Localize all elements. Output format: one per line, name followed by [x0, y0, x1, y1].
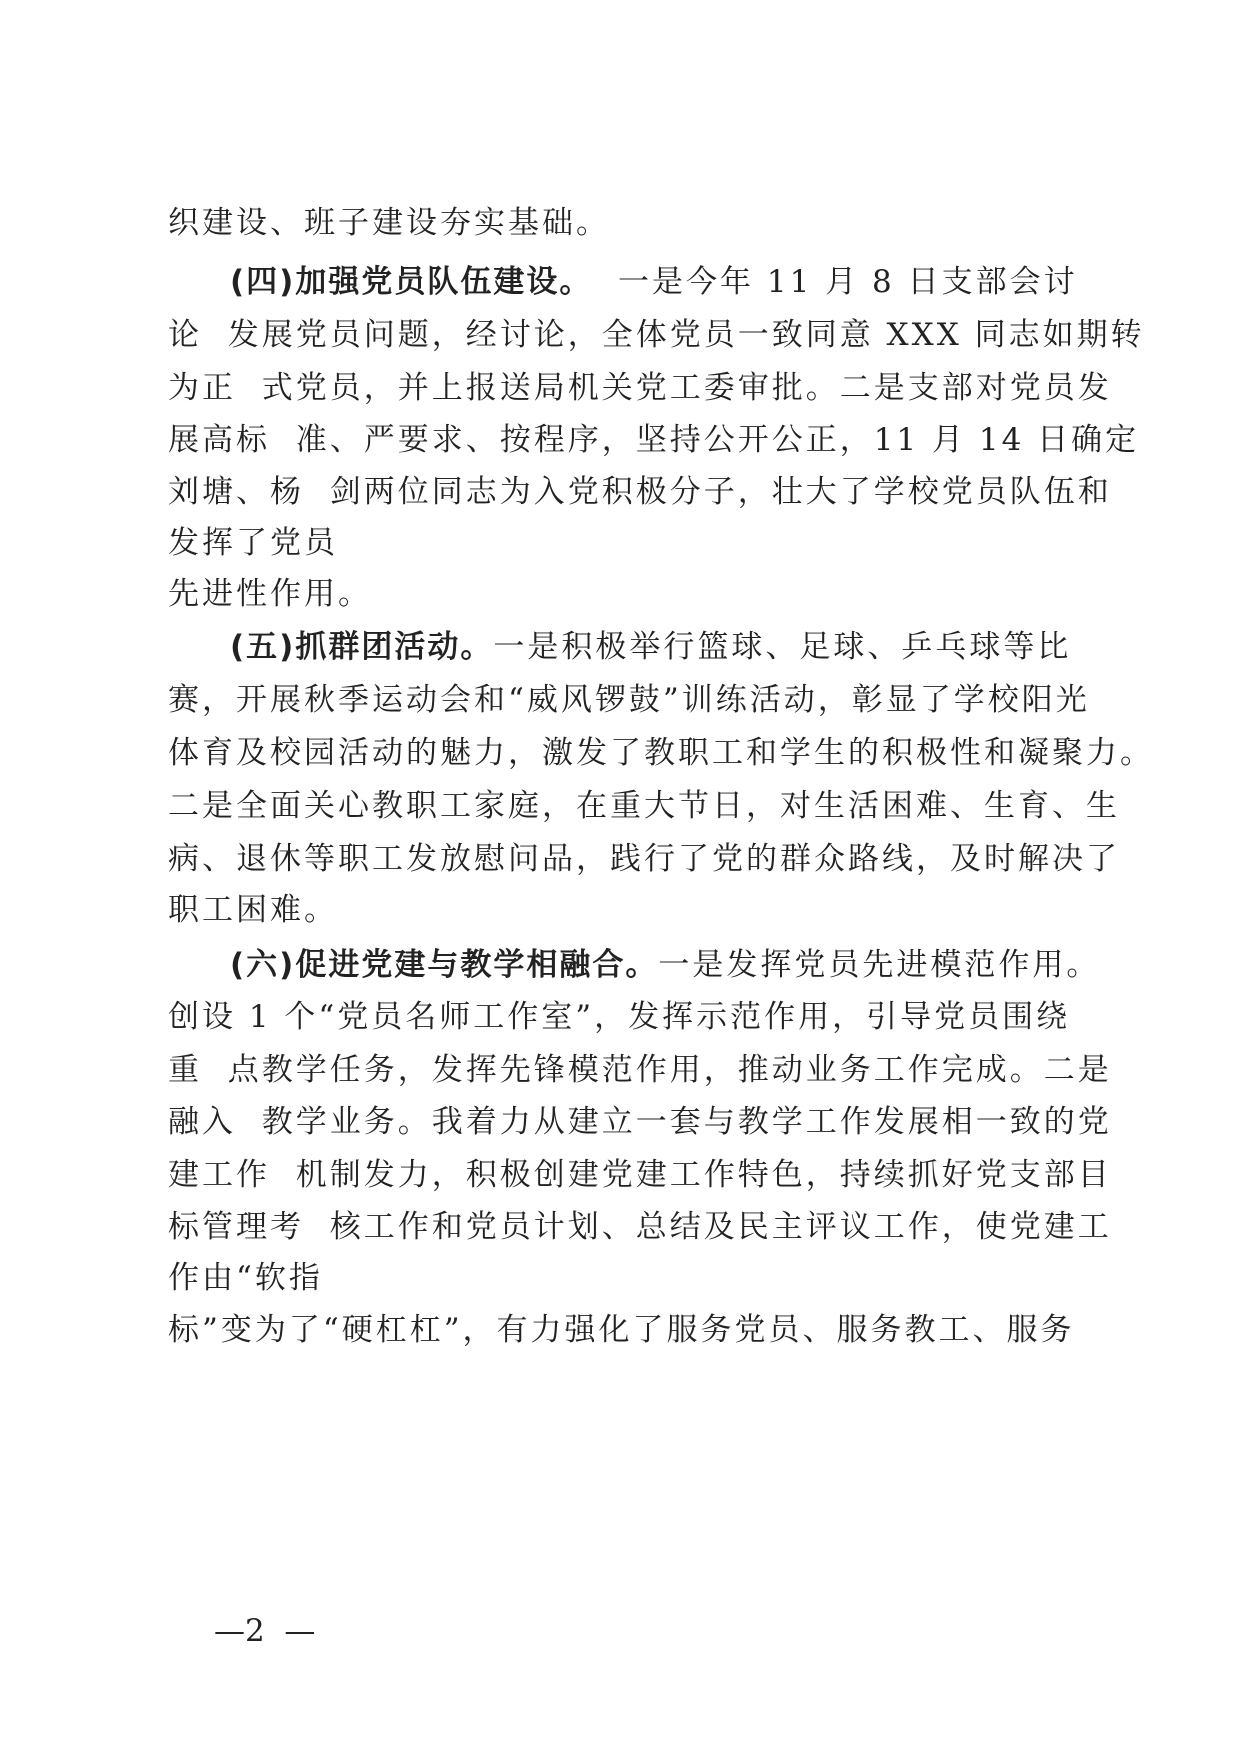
- section-heading: (五)抓群团活动。: [230, 629, 494, 665]
- text-line: 病、退休等职工发放慰问品，践行了党的群众路线，及时解决了: [168, 841, 1120, 877]
- text-line: 为正 式党员，并上报送局机关党工委审批。二是支部对党员发: [168, 370, 1112, 406]
- text-line: 织建设、班子建设夯实基础。: [168, 205, 610, 241]
- text-line: 二是全面关心教职工家庭，在重大节日，对生活困难、生育、生: [168, 788, 1120, 824]
- text-line: 论 发展党员问题，经讨论，全体党员一致同意 XXX 同志如期转: [168, 317, 1145, 353]
- section-heading-line: (四)加强党员队伍建设。 一是今年 11 月 8 日支部会讨: [230, 264, 1078, 300]
- page-number: —2 —: [214, 1613, 316, 1649]
- section-heading-line: (六)促进党建与教学相融合。一是发挥党员先进模范作用。: [230, 947, 1101, 983]
- text-line: 刘塘、杨 剑两位同志为入党积极分子，壮大了学校党员队伍和: [168, 474, 1112, 510]
- section-heading-line: (五)抓群团活动。一是积极举行篮球、足球、乒乓球等比: [230, 629, 1072, 665]
- text-line: 展高标 准、严要求、按程序，坚持公开公正，11 月 14 日确定: [168, 422, 1140, 458]
- text-line: 标”变为了“硬杠杠”，有力强化了服务党员、服务教工、服务: [168, 1312, 1075, 1348]
- text-line: 发挥了党员: [168, 525, 338, 561]
- text-line: 重 点教学任务，发挥先锋模范作用，推动业务工作完成。二是: [168, 1052, 1112, 1088]
- text-line: 职工困难。: [168, 892, 338, 928]
- text-line: 标管理考 核工作和党员计划、总结及民主评议工作，使党建工: [168, 1209, 1112, 1245]
- text-line: 赛，开展秋季运动会和“威风锣鼓”训练活动，彰显了学校阳光: [168, 682, 1090, 718]
- text-line: 体育及校园活动的魅力，激发了教职工和学生的积极性和凝聚力。: [168, 735, 1154, 771]
- section-heading: (四)加强党员队伍建设。: [230, 264, 593, 300]
- text-line: 融入 教学业务。我着力从建立一套与教学工作发展相一致的党: [168, 1104, 1112, 1140]
- section-heading: (六)促进党建与教学相融合。: [230, 947, 659, 983]
- text-line: 先进性作用。: [168, 576, 372, 612]
- text-line: 作由“软指: [168, 1260, 323, 1296]
- text-line: 建工作 机制发力，积极创建党建工作特色，持续抓好党支部目: [168, 1157, 1112, 1193]
- text-line: 创设 1 个“党员名师工作室”，发挥示范作用，引导党员围绕: [168, 999, 1071, 1035]
